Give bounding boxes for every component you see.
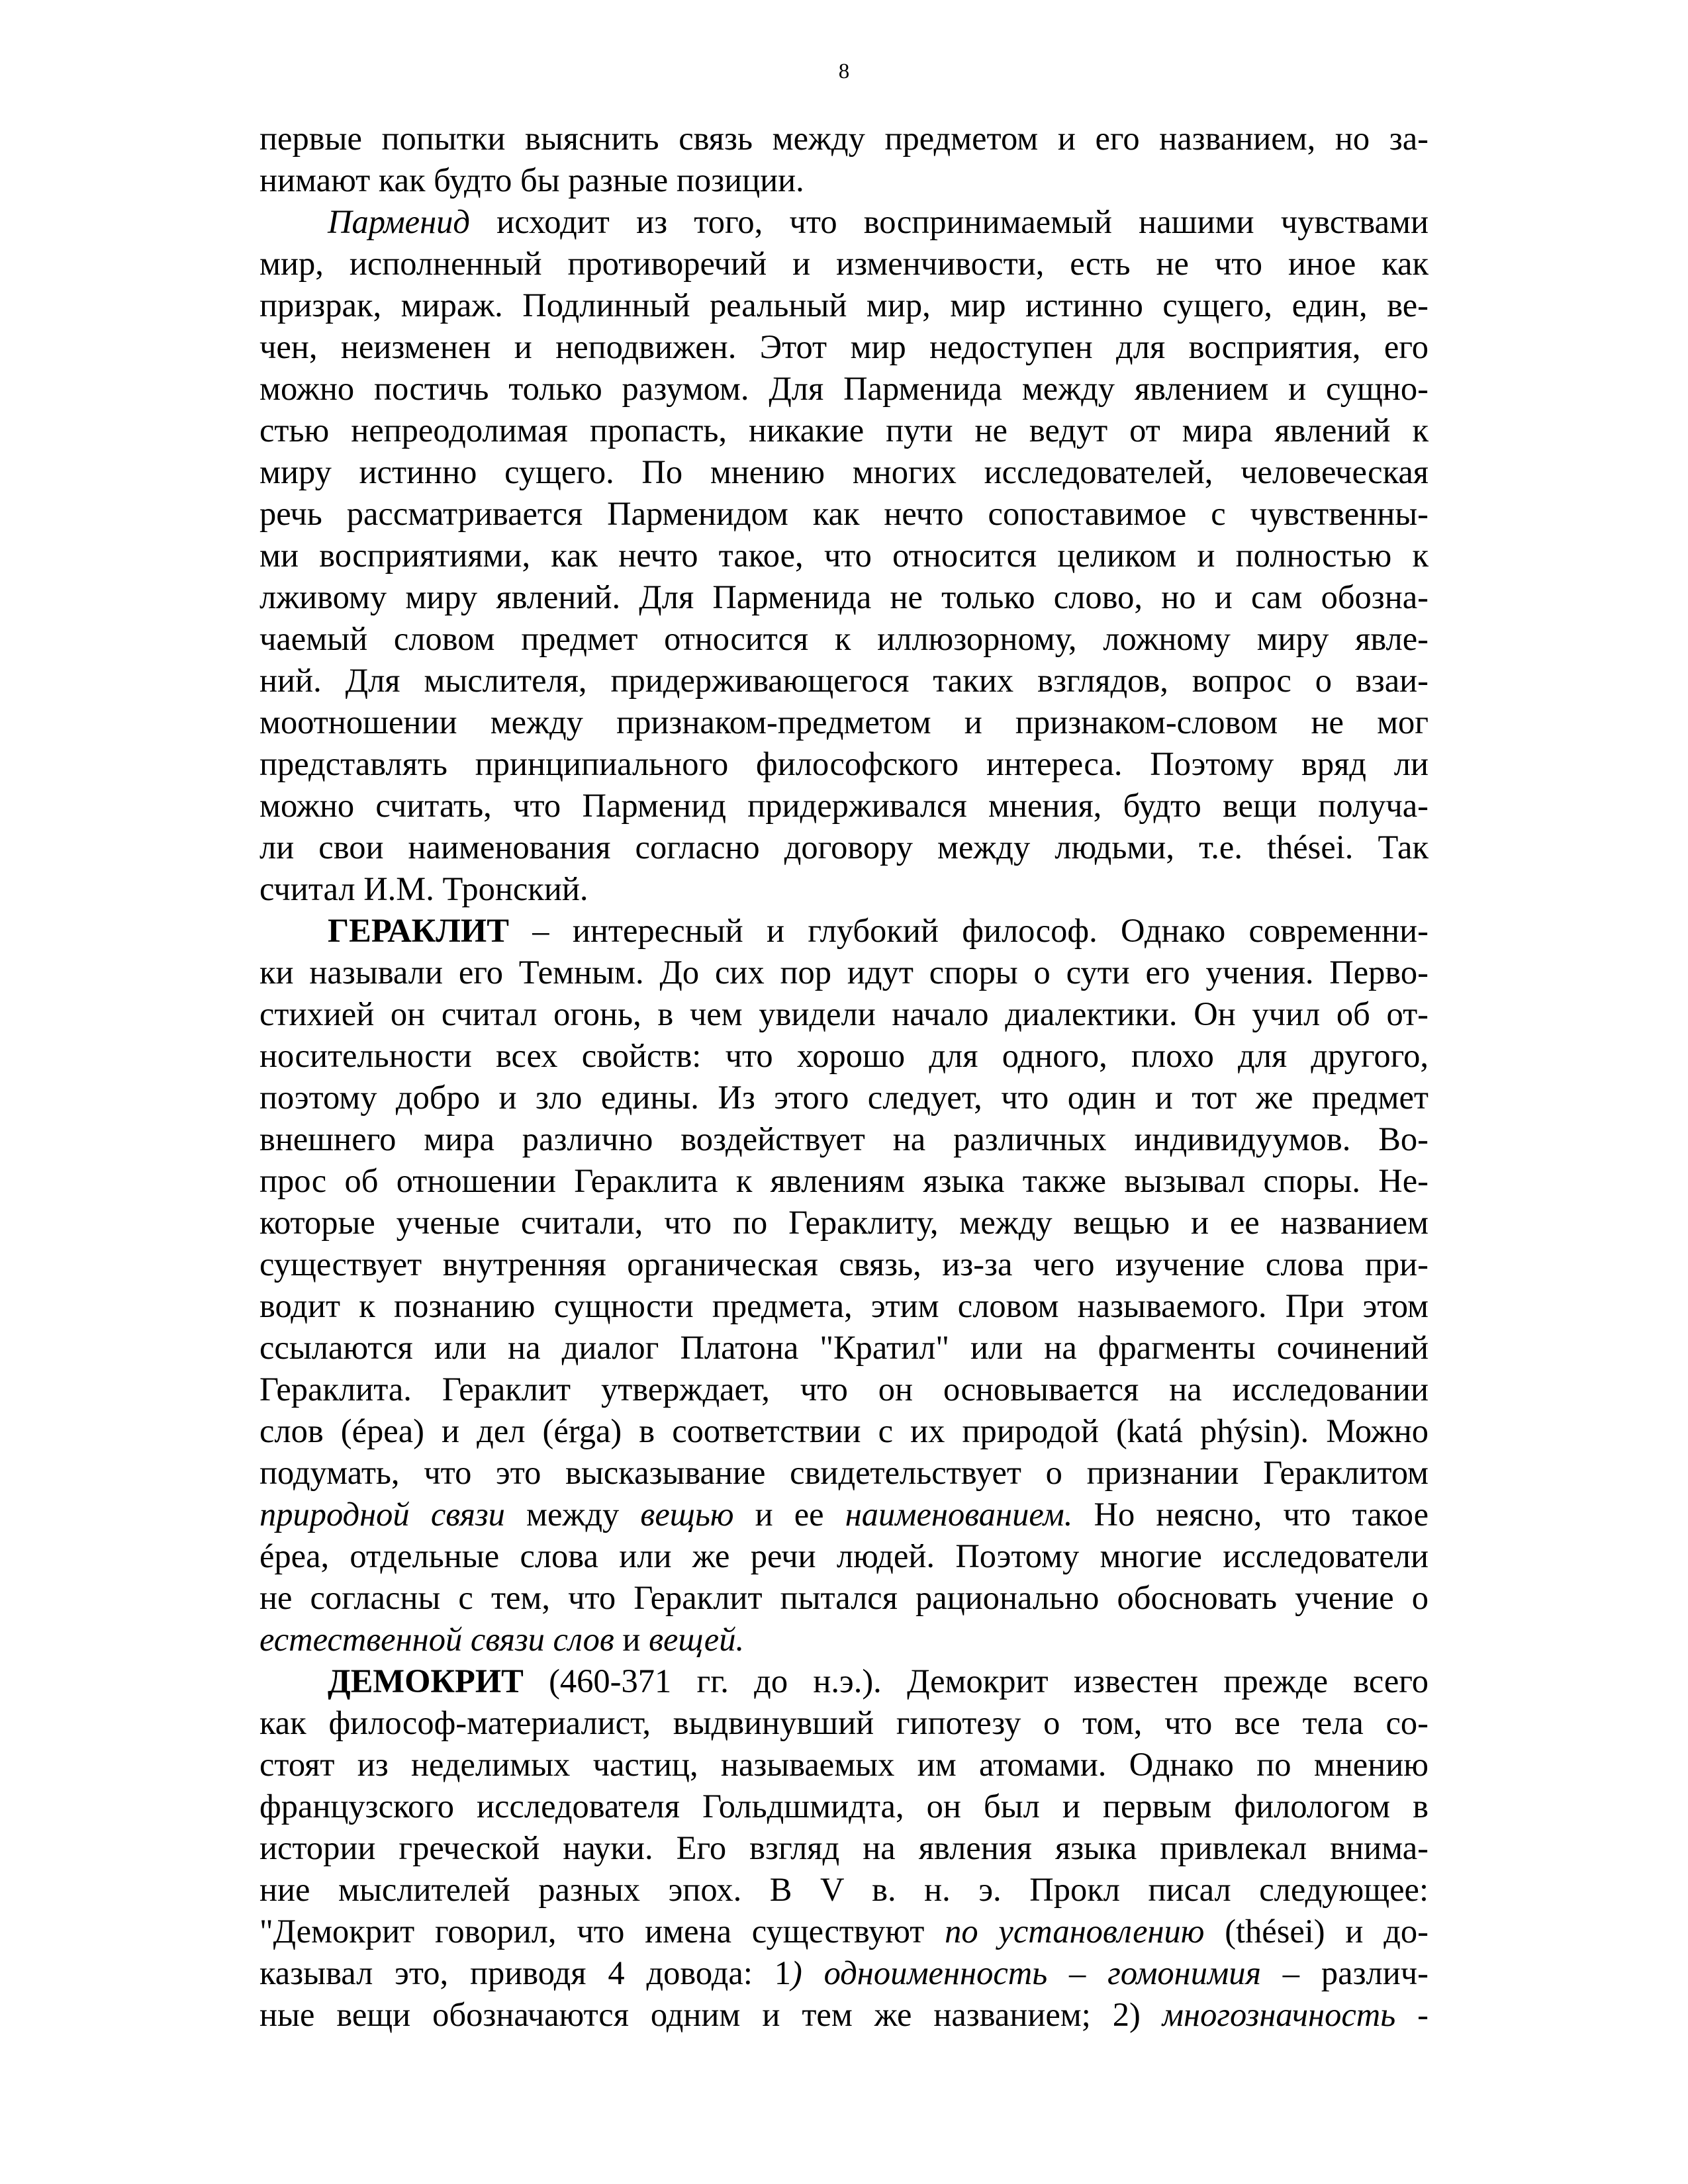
text-line — [259, 576, 1429, 618]
text-line — [259, 451, 1429, 493]
text-run: которые ученые считали, что по Гераклиту, между вещью и ее названием — [259, 1204, 1429, 1241]
text-run: подумать, что это высказывание свидетельствует о признании Гераклитом — [259, 1454, 1429, 1491]
text-run: французского исследователя Гольдшмидта, он был и первым филологом в — [259, 1788, 1429, 1825]
text-line — [259, 1869, 1429, 1911]
italic-term: естественной связи слов — [259, 1621, 614, 1658]
text-run: стихией он считал огонь, в чем увидели начало диалектики. Он учил об от- — [259, 995, 1429, 1032]
text-line — [259, 1619, 1429, 1661]
text-line — [259, 1786, 1429, 1827]
text-line — [259, 993, 1429, 1035]
text-line — [259, 368, 1429, 410]
text-line — [259, 910, 1429, 952]
text-run: водит к познанию сущности предмета, этим словом называемого. При этом — [259, 1287, 1429, 1324]
text-line — [259, 201, 1429, 243]
text-run: существует внутренняя органическая связь, из-за чего изучение слова при- — [259, 1246, 1429, 1283]
text-line — [259, 243, 1429, 285]
bold-name: ДЕМОКРИТ — [328, 1662, 524, 1700]
text-run: и — [614, 1621, 649, 1658]
text-line — [259, 118, 1429, 159]
bold-name: ГЕРАКЛИТ — [328, 912, 509, 949]
text-line — [259, 493, 1429, 535]
text-line — [259, 1202, 1429, 1244]
text-line — [259, 1327, 1429, 1369]
text-line — [259, 1244, 1429, 1285]
italic-term: вещей. — [649, 1621, 745, 1658]
text-line — [259, 702, 1429, 743]
text-run: можно постичь только разумом. Для Парменида между явлением и сущно- — [259, 370, 1429, 407]
text-run: внешнего мира различно воздействует на различных индивидуумов. Во- — [259, 1120, 1429, 1158]
text-line — [259, 1911, 1429, 1952]
text-run: ные вещи обозначаются одним и тем же названием; 2) — [259, 1996, 1162, 2033]
text-line — [259, 1118, 1429, 1160]
text-run: ний. Для мыслителя, придерживающегося таких взглядов, вопрос о взаи- — [259, 662, 1429, 699]
page-number: 8 — [838, 60, 850, 83]
text-line — [259, 827, 1429, 868]
text-line — [259, 1035, 1429, 1077]
text-run: мир, исполненный противоречий и изменчивости, есть не что иное как — [259, 245, 1429, 282]
text-line — [259, 660, 1429, 702]
text-line — [259, 1160, 1429, 1202]
italic-term: наименованием. — [845, 1496, 1073, 1533]
text-line — [259, 159, 1429, 201]
text-run: речь рассматривается Парменидом как нечто сопоставимое с чувственны- — [259, 495, 1429, 532]
text-line — [259, 410, 1429, 451]
text-run: (460-371 гг. до н.э.). Демокрит известен прежде всего — [523, 1662, 1429, 1700]
text-line — [259, 1994, 1429, 2036]
text-line — [259, 1577, 1429, 1619]
text-run: чаемый словом предмет относится к иллюзорному, ложному миру явле- — [259, 620, 1429, 657]
text-run: казывал это, приводя 4 довода: 1 — [259, 1954, 791, 1991]
text-run: – интересный и глубокий философ. Однако современни- — [508, 912, 1429, 949]
text-line — [259, 743, 1429, 785]
italic-term: вещью — [640, 1496, 734, 1533]
text-column — [259, 118, 1429, 2036]
text-run: épea, отдельные слова или же речи людей. Поэтому многие исследователи — [259, 1537, 1429, 1574]
text-run: - — [1395, 1996, 1429, 2033]
text-run: Гераклита. Гераклит утверждает, что он основывается на исследовании — [259, 1371, 1429, 1408]
text-run: исходит из того, что воспринимаемый нашими чувствами — [469, 203, 1429, 240]
text-run: между — [504, 1496, 641, 1533]
text-run: ние мыслителей разных эпох. В V в. н. э. Прокл писал следующее: — [259, 1871, 1429, 1908]
text-line — [259, 1494, 1429, 1535]
text-run: (thései) и до- — [1204, 1913, 1429, 1950]
text-run: нимают как будто бы разные позиции. — [259, 161, 804, 199]
text-line — [259, 285, 1429, 326]
italic-term: по установлению — [945, 1913, 1205, 1950]
text-run: стоят из неделимых частиц, называемых им атомами. Однако по мнению — [259, 1746, 1429, 1783]
italic-term: многозначность — [1162, 1996, 1396, 2033]
text-line — [259, 1702, 1429, 1744]
text-line — [259, 1827, 1429, 1869]
text-run: лживому миру явлений. Для Парменида не только слово, но и сам обозна- — [259, 578, 1429, 615]
text-run: "Демокрит говорил, что имена существуют — [259, 1913, 945, 1950]
text-run: слов (épea) и дел (érga) в соответствии с их природой (katá phýsin). Можно — [259, 1412, 1429, 1449]
italic-term: природной связи — [259, 1496, 505, 1533]
text-run: носительности всех свойств: что хорошо для одного, плохо для другого, — [259, 1037, 1429, 1074]
text-run: поэтому добро и зло едины. Из этого следует, что один и тот же предмет — [259, 1079, 1429, 1116]
text-line — [259, 1285, 1429, 1327]
text-run: считал И.М. Тронский. — [259, 870, 588, 907]
text-line — [259, 952, 1429, 993]
text-line — [259, 1661, 1429, 1702]
italic-term: ) одноименность – гомонимия — [790, 1954, 1261, 1991]
text-line — [259, 1077, 1429, 1118]
text-run: как философ-материалист, выдвинувший гипотезу о том, что все тела со- — [259, 1704, 1429, 1741]
text-line — [259, 1744, 1429, 1786]
text-line — [259, 535, 1429, 576]
text-run: моотношении между признаком-предметом и признаком-словом не мог — [259, 704, 1429, 741]
text-line — [259, 785, 1429, 827]
text-run: миру истинно сущего. По мнению многих исследователей, человеческая — [259, 453, 1429, 490]
text-run: ки называли его Темным. До сих пор идут споры о сути его учения. Перво- — [259, 954, 1429, 991]
text-run: стью непреодолимая пропасть, никакие пути не ведут от мира явлений к — [259, 412, 1429, 449]
text-run: ми восприятиями, как нечто такое, что относится целиком и полностью к — [259, 537, 1429, 574]
italic-term: Парменид — [328, 203, 470, 240]
text-run: первые попытки выяснить связь между предметом и его названием, но за- — [259, 120, 1429, 157]
text-run: прос об отношении Гераклита к явлениям языка также вызывал споры. Не- — [259, 1162, 1429, 1199]
text-run: не согласны с тем, что Гераклит пытался рационально обосновать учение о — [259, 1579, 1429, 1616]
text-run: можно считать, что Парменид придерживался мнения, будто вещи получа- — [259, 787, 1429, 824]
text-line — [259, 868, 1429, 910]
text-line — [259, 618, 1429, 660]
text-run: Но неясно, что такое — [1072, 1496, 1429, 1533]
text-run: ли свои наименования согласно договору между людьми, т.е. thései. Так — [259, 829, 1429, 866]
text-run: чен, неизменен и неподвижен. Этот мир недоступен для восприятия, его — [259, 328, 1429, 365]
text-run: призрак, мираж. Подлинный реальный мир, мир истинно сущего, един, ве- — [259, 287, 1429, 324]
text-line — [259, 1452, 1429, 1494]
text-line — [259, 326, 1429, 368]
text-run: представлять принципиального философского интереса. Поэтому вряд ли — [259, 745, 1429, 782]
text-line — [259, 1369, 1429, 1410]
text-line — [259, 1410, 1429, 1452]
text-run: ссылаются или на диалог Платона "Кратил" или на фрагменты сочинений — [259, 1329, 1429, 1366]
text-line — [259, 1952, 1429, 1994]
text-run: – различ- — [1260, 1954, 1429, 1991]
text-run: и ее — [733, 1496, 845, 1533]
text-line — [259, 1535, 1429, 1577]
text-run: истории греческой науки. Его взгляд на явления языка привлекал внима- — [259, 1829, 1429, 1866]
